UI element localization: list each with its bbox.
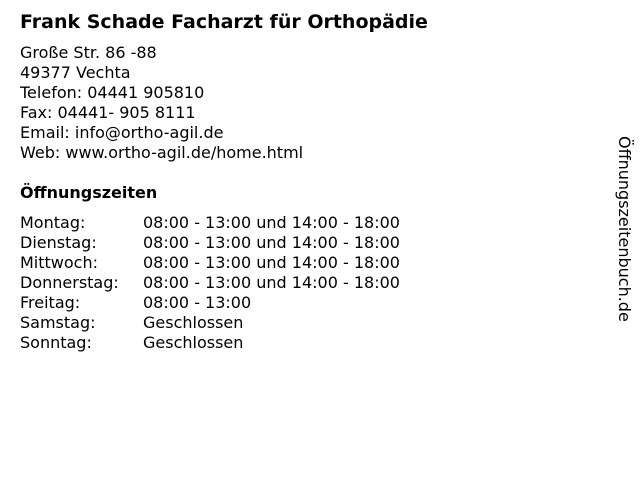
hours-day-label: Freitag:	[20, 293, 81, 312]
hours-day-label: Mittwoch:	[20, 253, 98, 272]
fax-number: Fax: 04441- 905 8111	[20, 103, 196, 122]
hours-row-sunday	[20, 333, 400, 353]
hours-row-tuesday	[20, 233, 400, 253]
hours-time-value: 08:00 - 13:00 und 14:00 - 18:00	[143, 233, 400, 252]
hours-row-thursday	[20, 273, 400, 293]
phone-number: Telefon: 04441 905810	[20, 83, 205, 102]
hours-row-wednesday	[20, 253, 400, 273]
website-url: Web: www.ortho-agil.de/home.html	[20, 143, 304, 162]
street-address: Große Str. 86 -88	[20, 43, 157, 62]
hours-day-label: Sonntag:	[20, 333, 92, 352]
site-brand-vertical: Öffnungszeitenbuch.de	[615, 136, 634, 322]
hours-row-friday	[20, 293, 400, 313]
email-address: Email: info@ortho-agil.de	[20, 123, 224, 142]
hours-time-value: 08:00 - 13:00 und 14:00 - 18:00	[143, 273, 400, 292]
hours-time-value: Geschlossen	[143, 333, 244, 352]
hours-time-value: Geschlossen	[143, 313, 244, 332]
city-address: 49377 Vechta	[20, 63, 131, 82]
business-name: Frank Schade Facharzt für Orthopädie	[20, 11, 428, 33]
hours-row-saturday	[20, 313, 400, 333]
hours-day-label: Montag:	[20, 213, 86, 232]
opening-hours-heading: Öffnungszeiten	[20, 183, 158, 202]
hours-time-value: 08:00 - 13:00 und 14:00 - 18:00	[143, 253, 400, 272]
hours-row-monday	[20, 213, 400, 233]
hours-day-label: Donnerstag:	[20, 273, 119, 292]
hours-time-value: 08:00 - 13:00 und 14:00 - 18:00	[143, 213, 400, 232]
hours-day-label: Samstag:	[20, 313, 96, 332]
hours-time-value: 08:00 - 13:00	[143, 293, 252, 312]
contact-block	[20, 43, 303, 163]
opening-hours-table	[20, 213, 400, 353]
hours-day-label: Dienstag:	[20, 233, 97, 252]
